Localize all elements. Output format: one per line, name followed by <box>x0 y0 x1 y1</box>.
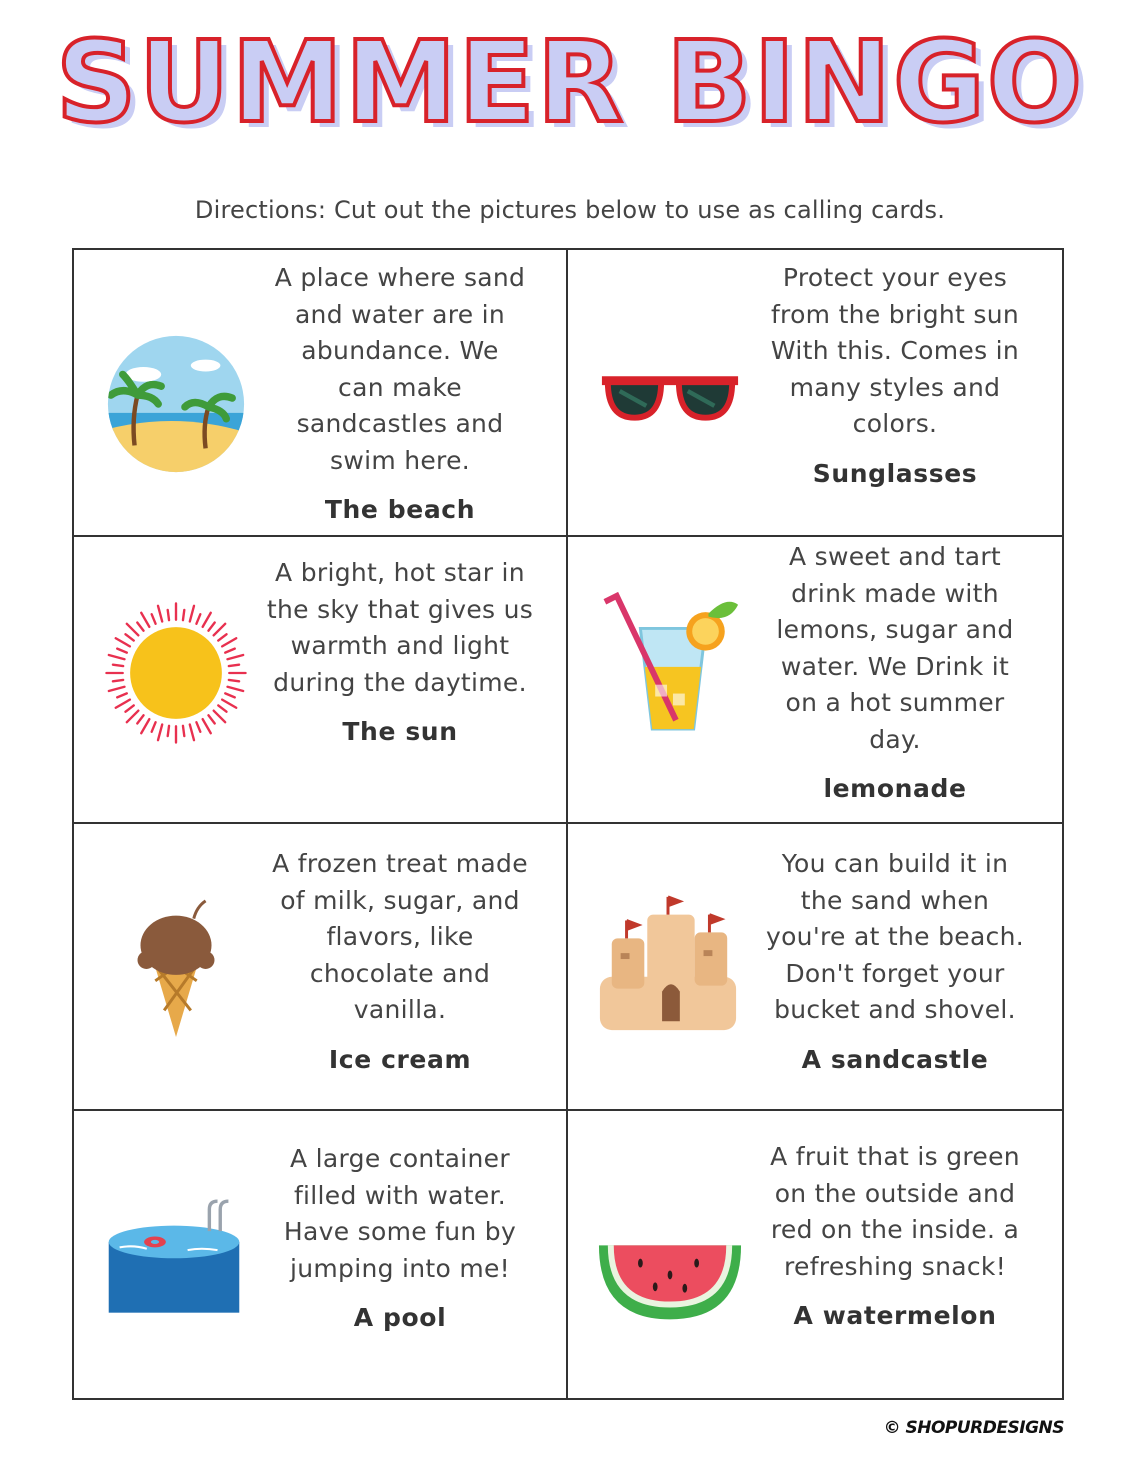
sun-ray <box>113 665 123 666</box>
card-answer: The sun <box>342 717 458 746</box>
sun-ray <box>127 711 139 723</box>
sun-ray <box>225 693 235 697</box>
card-description: A sweet and tart drink made with lemons, sugar and water. We Drink it on a hot summer day. <box>776 542 1014 754</box>
sun-ray <box>126 634 134 640</box>
sun-ray <box>183 726 184 736</box>
sun-ray <box>227 687 243 691</box>
sun-ray <box>229 680 239 681</box>
card-watermelon <box>568 1111 1062 1398</box>
ice-cream-icon <box>102 892 250 1040</box>
card-sun <box>74 537 568 824</box>
card-description: A place where sand and water are in abundance. We can make sandcastles and swim here. <box>274 263 526 475</box>
card-pool <box>74 1111 568 1398</box>
sun-ray <box>203 719 211 733</box>
card-text <box>254 1141 546 1332</box>
card-text <box>254 260 546 524</box>
bingo-card-grid <box>72 248 1064 1400</box>
card-description: You can build it in the sand when you're at the beach. Don't forget your bucket and shovel. <box>765 849 1024 1024</box>
sun-ray <box>152 722 156 732</box>
sun-ray <box>113 680 123 681</box>
card-answer: lemonade <box>823 774 967 803</box>
sun-ray <box>203 613 211 627</box>
watermelon-icon <box>596 1195 744 1343</box>
sun-ray <box>208 715 214 723</box>
sun-ray <box>158 724 162 740</box>
sun-ray <box>158 606 162 622</box>
sun-ray <box>168 726 169 736</box>
card-sunglasses <box>568 250 1062 537</box>
card-description: Protect your eyes from the bright sun With this. Comes in many styles and colors. <box>770 263 1020 438</box>
card-text <box>748 1139 1042 1330</box>
sun-ray <box>137 715 143 723</box>
card-text <box>748 846 1042 1074</box>
pool-icon <box>106 1193 242 1341</box>
sun-ray <box>168 610 169 620</box>
card-lemonade <box>568 537 1062 824</box>
sun-ray <box>208 623 214 631</box>
card-answer: Sunglasses <box>812 458 978 488</box>
card-text <box>748 260 1042 488</box>
card-text <box>748 539 1042 803</box>
sun-ray <box>137 623 143 631</box>
sun-ray <box>183 610 184 620</box>
sun-ray <box>218 634 226 640</box>
card-text <box>254 846 546 1074</box>
sun-ray <box>109 687 125 691</box>
card-ice-cream <box>74 824 568 1111</box>
sun-ray <box>196 614 200 624</box>
sun-ray <box>196 722 200 732</box>
sun-ray <box>109 655 125 659</box>
sandcastle-icon <box>588 888 748 1036</box>
card-answer: A watermelon <box>793 1301 997 1330</box>
sunglasses-icon <box>596 320 744 468</box>
card-description: A frozen treat made of milk, sugar, and flavors, like chocolate and vanilla. <box>272 849 528 1024</box>
card-beach <box>74 250 568 537</box>
card-description: A bright, hot star in the sky that gives us warmth and light during the daytime. <box>266 558 534 697</box>
sun-ray <box>152 614 156 624</box>
sun-ray <box>117 693 127 697</box>
card-description: A fruit that is green on the outside and red on the inside. a refreshing snack! <box>770 1142 1020 1281</box>
sun-ray <box>141 719 149 733</box>
sun-ray <box>190 606 194 622</box>
card-answer: A sandcastle <box>801 1044 989 1074</box>
sun-ray <box>222 638 236 646</box>
sun-ray <box>141 613 149 627</box>
directions-text: Directions: Cut out the pictures below to use as calling cards. <box>194 196 946 224</box>
sun-ray <box>117 649 127 653</box>
copyright-text: © SHOPURDESIGNS <box>883 1418 1064 1438</box>
sun-ray <box>222 700 236 708</box>
lemonade-icon <box>596 587 744 735</box>
sun-ray <box>214 711 226 723</box>
sun-ray <box>227 655 243 659</box>
sun-ray <box>127 624 139 636</box>
sun-ray <box>116 700 130 708</box>
card-answer: A pool <box>353 1303 447 1332</box>
card-answer: Ice cream <box>328 1044 472 1074</box>
card-description: A large container filled with water. Have some fun by jumping into me! <box>283 1144 517 1283</box>
sun-ray <box>116 638 130 646</box>
card-text <box>254 555 546 746</box>
sun-ray <box>229 665 239 666</box>
sun-ray <box>126 705 134 711</box>
sun-ray <box>225 649 235 653</box>
sun-ray <box>190 724 194 740</box>
page-title: SUMMER BINGO <box>55 18 1085 148</box>
card-sandcastle <box>568 824 1062 1111</box>
sun-ray <box>218 705 226 711</box>
card-answer: The beach <box>324 495 476 524</box>
beach-icon <box>102 330 250 478</box>
sun-icon <box>102 599 250 747</box>
sun-ray <box>214 624 226 636</box>
